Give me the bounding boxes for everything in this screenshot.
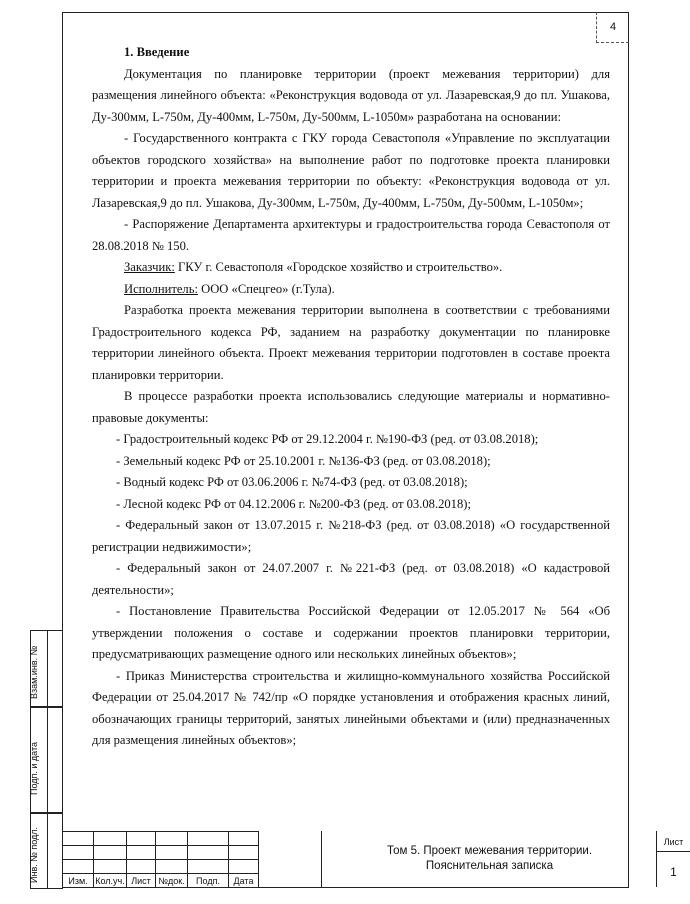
- revision-cell: [63, 846, 94, 860]
- document-body: [92, 42, 610, 752]
- title-block: [62, 831, 684, 888]
- col-izm: Изм.: [63, 874, 94, 888]
- revision-cell: [94, 832, 127, 846]
- revision-table: [62, 831, 259, 888]
- revision-cell: [229, 846, 259, 860]
- development-paragraph: Разработка проекта межевания территории выполнена в соответствии с требованиями Градостроительного кодекса РФ, заданием на разработку документации по планировке территории линейного объекта. Проект межевания территории подготовлен в составе проекта планировки территории.: [92, 303, 610, 382]
- revision-cell: [156, 846, 188, 860]
- revision-cell: [127, 832, 156, 846]
- col-podp: Подп.: [188, 874, 229, 888]
- section-heading: 1. Введение: [124, 45, 190, 59]
- side-box-inv: [30, 812, 63, 889]
- sheet-cell: [656, 831, 690, 887]
- col-list: Лист: [127, 874, 156, 888]
- revision-row: [63, 832, 259, 846]
- side-box-inv-label-cell: [31, 813, 48, 888]
- intro-paragraph: Документация по планировке территории (проект межевания территории) для размещения линейного объекта: «Реконструкция водовода от ул. Лазаревская,9 до пл. Ушакова, Ду-300мм, L-750м, Ду-400мм, L-750м, Ду-500мм, L-1050м» разработана на основании:: [92, 66, 610, 124]
- revision-cell: [127, 846, 156, 860]
- revision-cell: [127, 860, 156, 874]
- revision-header-row: [63, 874, 259, 888]
- revision-cell: [94, 846, 127, 860]
- side-box-podp-label-cell: [31, 707, 48, 813]
- revision-cell: [156, 860, 188, 874]
- revision-cell: [229, 860, 259, 874]
- side-box-vzam: [30, 630, 63, 708]
- frame-right-border: [628, 12, 629, 888]
- col-kol-uch: Кол.уч.: [95, 875, 125, 886]
- side-box-vzam-label-cell: [31, 631, 48, 707]
- corner-page-number: 4: [596, 12, 629, 43]
- document-title-line1: Том 5. Проект межевания территории.: [386, 845, 593, 857]
- contractor-label: Исполнитель:: [124, 281, 198, 296]
- materials-intro: В процессе разработки проекта использовались следующие материалы и нормативно-правовые документы:: [92, 389, 610, 425]
- revision-cell: [156, 832, 188, 846]
- side-label-inv: Инв. № подл.: [29, 826, 39, 883]
- revision-cell: [188, 832, 229, 846]
- side-label-podp: Подп. и дата: [29, 741, 39, 795]
- document-title-cell: [321, 831, 657, 887]
- document-item: - Приказ Министерства строительства и жилищно-коммунального хозяйства Российской Федерации от 25.04.2017 № 742/пр «О порядке установления и отображения красных линий, обозначающих границы территорий, занятых линейными объектами и (или) предназначенных для размещения линейных объектов»;: [92, 668, 610, 747]
- revision-row: [63, 860, 259, 874]
- document-item: - Водный кодекс РФ от 03.06.2006 г. №74-ФЗ (ред. от 03.08.2018);: [116, 475, 468, 489]
- frame-top-border: [62, 12, 629, 13]
- customer-label: Заказчик:: [124, 260, 175, 274]
- revision-cell: [188, 860, 229, 874]
- sheet-divider: [657, 851, 690, 852]
- revision-cell: [229, 832, 259, 846]
- contractor-line: [92, 279, 610, 301]
- document-item: - Земельный кодекс РФ от 25.10.2001 г. №136-ФЗ (ред. от 03.08.2018);: [116, 453, 491, 468]
- document-item: - Лесной кодекс РФ от 04.12.2006 г. №200-ФЗ (ред. от 03.08.2018);: [116, 496, 471, 511]
- customer-value: ГКУ г. Севастополя «Городское хозяйство и строительство».: [174, 260, 503, 274]
- col-ndok: №док.: [156, 874, 188, 888]
- revision-cell: [94, 860, 127, 874]
- document-item: - Федеральный закон от 24.07.2007 г. №221-ФЗ (ред. от 03.08.2018) «О кадастровой деятельности»;: [92, 561, 610, 597]
- basis-item: - Государственного контракта с ГКУ города Севастополя «Управление по эксплуатации объектов городского хозяйства» на выполнение работ по подготовке проекта планировки территории и проекта межевания территории по объекту: «Реконструкция водовода от ул. Лазаревская,9 до пл. Ушакова, Ду-300мм, L-750м, Ду-400мм, L-750м, Ду-500мм, L-1050м»;: [92, 131, 610, 210]
- document-title-line2: Пояснительная записка: [425, 860, 554, 872]
- contractor-value: ООО «Спецгео» (г.Тула).: [197, 281, 335, 296]
- document-item: - Градостроительный кодекс РФ от 29.12.2004 г. №190-ФЗ (ред. от 03.08.2018);: [116, 432, 539, 446]
- document-item: - Постановление Правительства Российской Федерации от 12.05.2017 № 564 «Об утверждении положения о составе и содержании проектов планировки территории, предусматривающих размещение одного или нескольких линейных объектов»;: [92, 604, 610, 661]
- side-label-vzam: Взам.инв. №: [29, 645, 39, 699]
- sheet-label: Лист: [663, 837, 684, 847]
- col-data: Дата: [229, 874, 259, 888]
- revision-row: [63, 846, 259, 860]
- basis-item: - Распоряжение Департамента архитектуры и градостроительства города Севастополя от 28.08.2018 № 150.: [92, 217, 610, 253]
- revision-cell: [188, 846, 229, 860]
- revision-cell: [63, 832, 94, 846]
- sheet-number: 1: [670, 865, 677, 879]
- customer-line: [92, 257, 610, 279]
- revision-cell: [63, 860, 94, 874]
- document-item: - Федеральный закон от 13.07.2015 г. №218-ФЗ (ред. от 03.08.2018) «О государственной регистрации недвижимости»;: [92, 518, 610, 554]
- side-box-podp: [30, 706, 63, 814]
